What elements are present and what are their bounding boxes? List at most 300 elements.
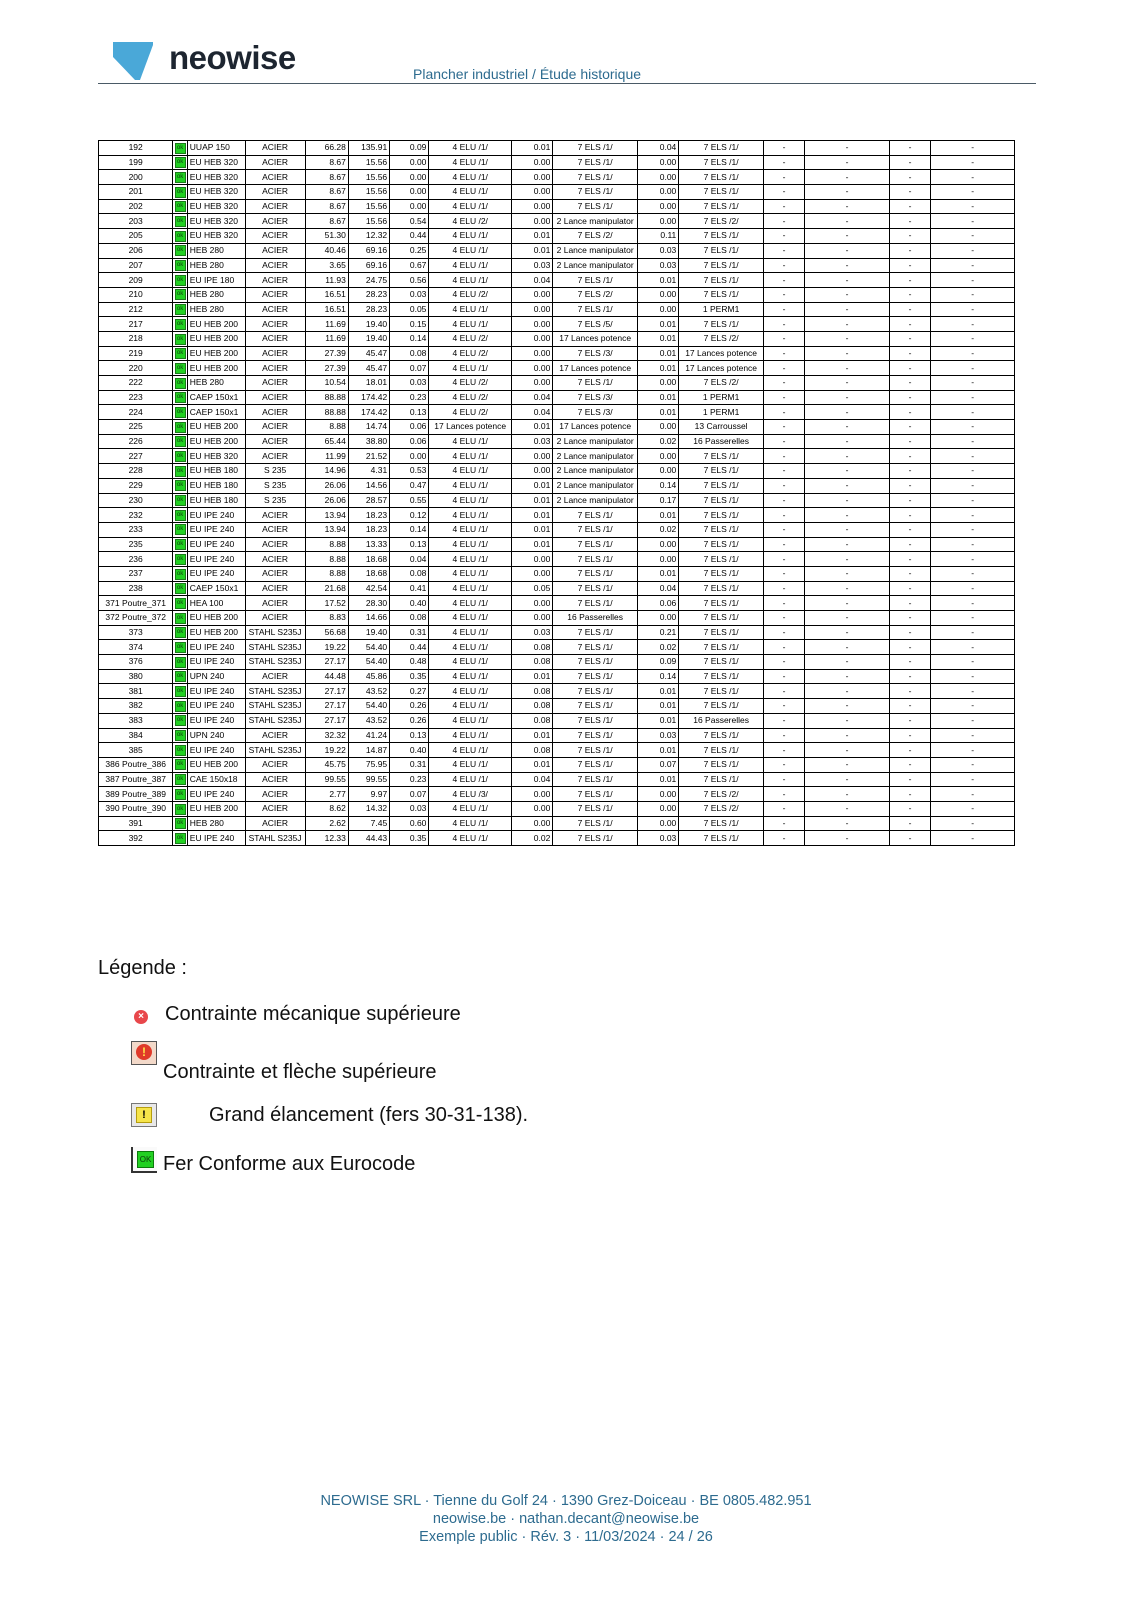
value-2: 135.91 bbox=[348, 141, 389, 156]
col-13: - bbox=[763, 713, 804, 728]
ok-check-icon: ok bbox=[175, 466, 186, 477]
section: UUAP 150 bbox=[187, 141, 245, 156]
ok-check-icon: ok bbox=[175, 363, 186, 374]
case-elu: 4 ELU /2/ bbox=[429, 390, 512, 405]
value-2: 54.40 bbox=[348, 655, 389, 670]
table-row bbox=[99, 420, 1015, 435]
ratio-elu: 0.55 bbox=[390, 493, 429, 508]
ratio-els-1: 0.00 bbox=[512, 361, 553, 376]
beam-id: 223 bbox=[99, 390, 173, 405]
material: STAHL S235J bbox=[245, 640, 305, 655]
beam-id: 202 bbox=[99, 199, 173, 214]
value-1: 10.54 bbox=[305, 376, 348, 391]
section: EU HEB 320 bbox=[187, 449, 245, 464]
col-13: - bbox=[763, 684, 804, 699]
col-13: - bbox=[763, 449, 804, 464]
col-14: - bbox=[805, 346, 890, 361]
ok-check-icon: ok bbox=[175, 260, 186, 271]
col-14: - bbox=[805, 743, 890, 758]
col-14: - bbox=[805, 713, 890, 728]
ratio-elu: 0.54 bbox=[390, 214, 429, 229]
material: ACIER bbox=[245, 185, 305, 200]
col-16: - bbox=[931, 669, 1015, 684]
case-elu: 4 ELU /1/ bbox=[429, 772, 512, 787]
col-15: - bbox=[889, 155, 930, 170]
ok-status-cell bbox=[173, 684, 187, 699]
ratio-els-1: 0.01 bbox=[512, 243, 553, 258]
table-row bbox=[99, 552, 1015, 567]
ok-status-cell bbox=[173, 728, 187, 743]
beam-id: 229 bbox=[99, 478, 173, 493]
case-els-1: 7 ELS /1/ bbox=[553, 170, 638, 185]
section: HEB 280 bbox=[187, 287, 245, 302]
table-row bbox=[99, 478, 1015, 493]
value-2: 24.75 bbox=[348, 273, 389, 288]
value-2: 18.23 bbox=[348, 522, 389, 537]
case-els-2: 7 ELS /2/ bbox=[679, 331, 764, 346]
case-els-1: 2 Lance manipulator bbox=[553, 493, 638, 508]
ratio-elu: 0.53 bbox=[390, 464, 429, 479]
ok-status-cell bbox=[173, 434, 187, 449]
material: ACIER bbox=[245, 405, 305, 420]
value-1: 8.88 bbox=[305, 552, 348, 567]
beam-id: 236 bbox=[99, 552, 173, 567]
case-els-2: 7 ELS /1/ bbox=[679, 816, 764, 831]
value-2: 99.55 bbox=[348, 772, 389, 787]
case-els-1: 7 ELS /1/ bbox=[553, 376, 638, 391]
beam-id: 371 Poutre_371 bbox=[99, 596, 173, 611]
ok-status-cell bbox=[173, 508, 187, 523]
ok-check-icon: ok bbox=[175, 451, 186, 462]
col-14: - bbox=[805, 640, 890, 655]
case-els-1: 7 ELS /1/ bbox=[553, 757, 638, 772]
case-elu: 4 ELU /1/ bbox=[429, 552, 512, 567]
col-14: - bbox=[805, 699, 890, 714]
material: ACIER bbox=[245, 420, 305, 435]
case-els-2: 7 ELS /1/ bbox=[679, 317, 764, 332]
ok-status-cell bbox=[173, 816, 187, 831]
material: ACIER bbox=[245, 772, 305, 787]
ratio-els-2: 0.14 bbox=[637, 669, 678, 684]
case-els-2: 7 ELS /2/ bbox=[679, 214, 764, 229]
value-2: 19.40 bbox=[348, 331, 389, 346]
material: ACIER bbox=[245, 141, 305, 156]
ok-check-icon: OK bbox=[131, 1147, 157, 1173]
case-elu: 4 ELU /3/ bbox=[429, 787, 512, 802]
col-16: - bbox=[931, 537, 1015, 552]
beam-id: 387 Poutre_387 bbox=[99, 772, 173, 787]
table-row bbox=[99, 493, 1015, 508]
section: EU HEB 320 bbox=[187, 229, 245, 244]
ok-check-icon: ok bbox=[175, 804, 186, 815]
value-2: 41.24 bbox=[348, 728, 389, 743]
col-16: - bbox=[931, 596, 1015, 611]
value-2: 18.01 bbox=[348, 376, 389, 391]
material: ACIER bbox=[245, 287, 305, 302]
table-row bbox=[99, 405, 1015, 420]
case-els-1: 17 Lances potence bbox=[553, 361, 638, 376]
col-16: - bbox=[931, 420, 1015, 435]
case-els-1: 7 ELS /1/ bbox=[553, 596, 638, 611]
case-els-2: 7 ELS /1/ bbox=[679, 728, 764, 743]
ratio-elu: 0.25 bbox=[390, 243, 429, 258]
beam-id: 210 bbox=[99, 287, 173, 302]
value-2: 13.33 bbox=[348, 537, 389, 552]
ok-check-icon: ok bbox=[175, 348, 186, 359]
value-1: 11.69 bbox=[305, 331, 348, 346]
material: ACIER bbox=[245, 376, 305, 391]
value-1: 8.83 bbox=[305, 611, 348, 626]
col-15: - bbox=[889, 185, 930, 200]
col-14: - bbox=[805, 684, 890, 699]
section: EU HEB 320 bbox=[187, 185, 245, 200]
case-els-1: 7 ELS /1/ bbox=[553, 273, 638, 288]
col-14: - bbox=[805, 596, 890, 611]
ratio-els-1: 0.00 bbox=[512, 317, 553, 332]
col-15: - bbox=[889, 508, 930, 523]
ratio-elu: 0.00 bbox=[390, 199, 429, 214]
case-els-2: 7 ELS /1/ bbox=[679, 141, 764, 156]
col-15: - bbox=[889, 640, 930, 655]
ratio-els-1: 0.05 bbox=[512, 581, 553, 596]
value-1: 19.22 bbox=[305, 743, 348, 758]
ratio-els-2: 0.01 bbox=[637, 390, 678, 405]
case-els-2: 7 ELS /1/ bbox=[679, 522, 764, 537]
col-13: - bbox=[763, 317, 804, 332]
col-13: - bbox=[763, 390, 804, 405]
table-row bbox=[99, 287, 1015, 302]
table-row bbox=[99, 581, 1015, 596]
beam-id: 389 Poutre_389 bbox=[99, 787, 173, 802]
ratio-els-2: 0.01 bbox=[637, 684, 678, 699]
case-elu: 4 ELU /1/ bbox=[429, 141, 512, 156]
table-row bbox=[99, 229, 1015, 244]
value-1: 13.94 bbox=[305, 508, 348, 523]
case-els-1: 7 ELS /1/ bbox=[553, 581, 638, 596]
value-1: 8.62 bbox=[305, 801, 348, 816]
col-14: - bbox=[805, 757, 890, 772]
ratio-elu: 0.13 bbox=[390, 728, 429, 743]
header-divider bbox=[98, 83, 1036, 84]
ok-check-icon: ok bbox=[175, 642, 186, 653]
beam-id: 220 bbox=[99, 361, 173, 376]
col-16: - bbox=[931, 801, 1015, 816]
ok-status-cell bbox=[173, 390, 187, 405]
col-15: - bbox=[889, 317, 930, 332]
col-15: - bbox=[889, 331, 930, 346]
ratio-elu: 0.07 bbox=[390, 361, 429, 376]
ok-check-icon: ok bbox=[175, 392, 186, 403]
results-table bbox=[98, 140, 1015, 846]
col-15: - bbox=[889, 801, 930, 816]
table-row bbox=[99, 449, 1015, 464]
case-elu: 4 ELU /2/ bbox=[429, 405, 512, 420]
material: ACIER bbox=[245, 581, 305, 596]
case-elu: 4 ELU /1/ bbox=[429, 258, 512, 273]
ratio-elu: 0.23 bbox=[390, 390, 429, 405]
ok-status-cell bbox=[173, 229, 187, 244]
col-14: - bbox=[805, 141, 890, 156]
ok-check-icon: ok bbox=[175, 627, 186, 638]
case-elu: 4 ELU /2/ bbox=[429, 346, 512, 361]
ratio-elu: 0.13 bbox=[390, 405, 429, 420]
col-16: - bbox=[931, 243, 1015, 258]
beam-id: 383 bbox=[99, 713, 173, 728]
table-row bbox=[99, 331, 1015, 346]
beam-id: 392 bbox=[99, 831, 173, 846]
col-16: - bbox=[931, 478, 1015, 493]
col-16: - bbox=[931, 141, 1015, 156]
ok-check-icon: ok bbox=[175, 745, 186, 756]
col-16: - bbox=[931, 757, 1015, 772]
ratio-els-2: 0.00 bbox=[637, 449, 678, 464]
ok-check-icon: ok bbox=[175, 686, 186, 697]
case-els-2: 7 ELS /2/ bbox=[679, 801, 764, 816]
ok-check-icon: ok bbox=[175, 157, 186, 168]
col-14: - bbox=[805, 170, 890, 185]
ratio-els-2: 0.04 bbox=[637, 581, 678, 596]
ok-status-cell bbox=[173, 478, 187, 493]
section: EU IPE 240 bbox=[187, 743, 245, 758]
ok-check-icon: ok bbox=[175, 598, 186, 609]
ok-check-icon: ok bbox=[175, 187, 186, 198]
value-1: 11.69 bbox=[305, 317, 348, 332]
ratio-els-2: 0.00 bbox=[637, 420, 678, 435]
table-row bbox=[99, 346, 1015, 361]
col-14: - bbox=[805, 464, 890, 479]
ratio-els-2: 0.00 bbox=[637, 816, 678, 831]
col-13: - bbox=[763, 552, 804, 567]
ratio-els-2: 0.00 bbox=[637, 537, 678, 552]
case-els-2: 16 Passerelles bbox=[679, 434, 764, 449]
value-2: 19.40 bbox=[348, 317, 389, 332]
section: EU HEB 200 bbox=[187, 317, 245, 332]
case-els-2: 7 ELS /1/ bbox=[679, 772, 764, 787]
beam-id: 232 bbox=[99, 508, 173, 523]
ratio-els-1: 0.01 bbox=[512, 537, 553, 552]
col-16: - bbox=[931, 816, 1015, 831]
col-15: - bbox=[889, 611, 930, 626]
case-elu: 4 ELU /1/ bbox=[429, 728, 512, 743]
case-els-2: 7 ELS /1/ bbox=[679, 537, 764, 552]
ok-status-cell bbox=[173, 787, 187, 802]
beam-id: 235 bbox=[99, 537, 173, 552]
col-16: - bbox=[931, 331, 1015, 346]
case-els-2: 7 ELS /1/ bbox=[679, 655, 764, 670]
ratio-elu: 0.14 bbox=[390, 331, 429, 346]
material: ACIER bbox=[245, 801, 305, 816]
material: ACIER bbox=[245, 317, 305, 332]
table-row bbox=[99, 390, 1015, 405]
table-row bbox=[99, 464, 1015, 479]
material: ACIER bbox=[245, 537, 305, 552]
ratio-elu: 0.44 bbox=[390, 640, 429, 655]
case-els-2: 7 ELS /1/ bbox=[679, 185, 764, 200]
value-1: 51.30 bbox=[305, 229, 348, 244]
col-16: - bbox=[931, 625, 1015, 640]
ok-check-icon: ok bbox=[175, 789, 186, 800]
ratio-els-2: 0.00 bbox=[637, 170, 678, 185]
material: ACIER bbox=[245, 214, 305, 229]
ratio-els-1: 0.01 bbox=[512, 669, 553, 684]
ratio-els-2: 0.01 bbox=[637, 772, 678, 787]
case-els-1: 7 ELS /1/ bbox=[553, 537, 638, 552]
footer-revision-line: Exemple public · Rév. 3 · 11/03/2024 · 24 / 26 bbox=[419, 1529, 713, 1545]
section: EU IPE 240 bbox=[187, 552, 245, 567]
col-14: - bbox=[805, 229, 890, 244]
value-1: 27.17 bbox=[305, 699, 348, 714]
ok-status-cell bbox=[173, 699, 187, 714]
case-els-1: 17 Lances potence bbox=[553, 331, 638, 346]
ratio-els-1: 0.00 bbox=[512, 566, 553, 581]
material: ACIER bbox=[245, 728, 305, 743]
table-row bbox=[99, 566, 1015, 581]
case-els-2: 7 ELS /1/ bbox=[679, 243, 764, 258]
table-row bbox=[99, 302, 1015, 317]
col-16: - bbox=[931, 214, 1015, 229]
case-els-2: 7 ELS /1/ bbox=[679, 611, 764, 626]
material: STAHL S235J bbox=[245, 713, 305, 728]
ratio-els-1: 0.03 bbox=[512, 434, 553, 449]
ok-status-cell bbox=[173, 801, 187, 816]
beam-id: 374 bbox=[99, 640, 173, 655]
ok-status-cell bbox=[173, 464, 187, 479]
ratio-els-2: 0.01 bbox=[637, 331, 678, 346]
ratio-els-2: 0.01 bbox=[637, 743, 678, 758]
legend-label-slenderness: Grand élancement (fers 30-31-138). bbox=[209, 1104, 529, 1126]
section: EU HEB 200 bbox=[187, 625, 245, 640]
table-row bbox=[99, 772, 1015, 787]
case-els-2: 7 ELS /1/ bbox=[679, 552, 764, 567]
ratio-elu: 0.15 bbox=[390, 317, 429, 332]
beam-id: 201 bbox=[99, 185, 173, 200]
col-14: - bbox=[805, 669, 890, 684]
case-elu: 4 ELU /1/ bbox=[429, 757, 512, 772]
ratio-elu: 0.26 bbox=[390, 713, 429, 728]
case-els-1: 7 ELS /1/ bbox=[553, 699, 638, 714]
value-1: 8.88 bbox=[305, 537, 348, 552]
material: ACIER bbox=[245, 508, 305, 523]
ratio-els-1: 0.01 bbox=[512, 141, 553, 156]
case-els-2: 7 ELS /1/ bbox=[679, 669, 764, 684]
material: ACIER bbox=[245, 331, 305, 346]
value-1: 27.17 bbox=[305, 655, 348, 670]
section: HEB 280 bbox=[187, 302, 245, 317]
table-row bbox=[99, 434, 1015, 449]
ratio-elu: 0.67 bbox=[390, 258, 429, 273]
case-elu: 4 ELU /1/ bbox=[429, 816, 512, 831]
ratio-elu: 0.05 bbox=[390, 302, 429, 317]
col-14: - bbox=[805, 185, 890, 200]
ratio-els-1: 0.00 bbox=[512, 185, 553, 200]
case-els-1: 7 ELS /1/ bbox=[553, 787, 638, 802]
ok-check-icon: ok bbox=[175, 554, 186, 565]
legend-title: Légende : bbox=[98, 957, 187, 979]
col-14: - bbox=[805, 302, 890, 317]
table-row bbox=[99, 155, 1015, 170]
case-els-1: 2 Lance manipulator bbox=[553, 464, 638, 479]
case-els-2: 7 ELS /1/ bbox=[679, 640, 764, 655]
col-15: - bbox=[889, 170, 930, 185]
col-13: - bbox=[763, 640, 804, 655]
ratio-els-1: 0.01 bbox=[512, 493, 553, 508]
beam-id: 217 bbox=[99, 317, 173, 332]
col-16: - bbox=[931, 449, 1015, 464]
col-13: - bbox=[763, 302, 804, 317]
case-els-2: 7 ELS /1/ bbox=[679, 478, 764, 493]
ok-check-icon: ok bbox=[175, 510, 186, 521]
case-els-1: 7 ELS /1/ bbox=[553, 669, 638, 684]
ok-check-icon: ok bbox=[175, 833, 186, 844]
case-elu: 4 ELU /1/ bbox=[429, 317, 512, 332]
section: EU IPE 240 bbox=[187, 684, 245, 699]
section: HEB 280 bbox=[187, 376, 245, 391]
ratio-els-2: 0.01 bbox=[637, 699, 678, 714]
col-13: - bbox=[763, 611, 804, 626]
value-1: 27.17 bbox=[305, 713, 348, 728]
ratio-els-2: 0.00 bbox=[637, 552, 678, 567]
value-2: 43.52 bbox=[348, 684, 389, 699]
case-elu: 4 ELU /2/ bbox=[429, 214, 512, 229]
value-1: 12.33 bbox=[305, 831, 348, 846]
ratio-els-2: 0.03 bbox=[637, 243, 678, 258]
material: STAHL S235J bbox=[245, 655, 305, 670]
col-13: - bbox=[763, 655, 804, 670]
case-elu: 4 ELU /1/ bbox=[429, 699, 512, 714]
section: EU IPE 240 bbox=[187, 537, 245, 552]
ratio-els-2: 0.00 bbox=[637, 801, 678, 816]
ratio-elu: 0.47 bbox=[390, 478, 429, 493]
col-13: - bbox=[763, 273, 804, 288]
value-2: 15.56 bbox=[348, 214, 389, 229]
ratio-els-2: 0.00 bbox=[637, 787, 678, 802]
ratio-elu: 0.40 bbox=[390, 596, 429, 611]
ratio-els-1: 0.01 bbox=[512, 420, 553, 435]
col-16: - bbox=[931, 655, 1015, 670]
ok-status-cell bbox=[173, 317, 187, 332]
material: ACIER bbox=[245, 258, 305, 273]
col-14: - bbox=[805, 816, 890, 831]
value-2: 45.47 bbox=[348, 361, 389, 376]
value-1: 8.88 bbox=[305, 566, 348, 581]
col-15: - bbox=[889, 787, 930, 802]
value-1: 88.88 bbox=[305, 390, 348, 405]
table-row bbox=[99, 625, 1015, 640]
ratio-els-2: 0.11 bbox=[637, 229, 678, 244]
section: EU IPE 180 bbox=[187, 273, 245, 288]
col-15: - bbox=[889, 258, 930, 273]
col-14: - bbox=[805, 728, 890, 743]
col-16: - bbox=[931, 522, 1015, 537]
value-2: 28.23 bbox=[348, 287, 389, 302]
ratio-els-2: 0.02 bbox=[637, 522, 678, 537]
ok-status-cell bbox=[173, 713, 187, 728]
col-16: - bbox=[931, 552, 1015, 567]
material: ACIER bbox=[245, 669, 305, 684]
case-elu: 4 ELU /1/ bbox=[429, 273, 512, 288]
value-1: 56.68 bbox=[305, 625, 348, 640]
ok-check-icon: ok bbox=[175, 730, 186, 741]
beam-id: 391 bbox=[99, 816, 173, 831]
case-els-2: 7 ELS /1/ bbox=[679, 273, 764, 288]
table-row bbox=[99, 743, 1015, 758]
section: EU HEB 320 bbox=[187, 214, 245, 229]
case-elu: 4 ELU /1/ bbox=[429, 566, 512, 581]
ratio-elu: 0.60 bbox=[390, 816, 429, 831]
ok-status-cell bbox=[173, 287, 187, 302]
value-2: 15.56 bbox=[348, 170, 389, 185]
table-row bbox=[99, 185, 1015, 200]
